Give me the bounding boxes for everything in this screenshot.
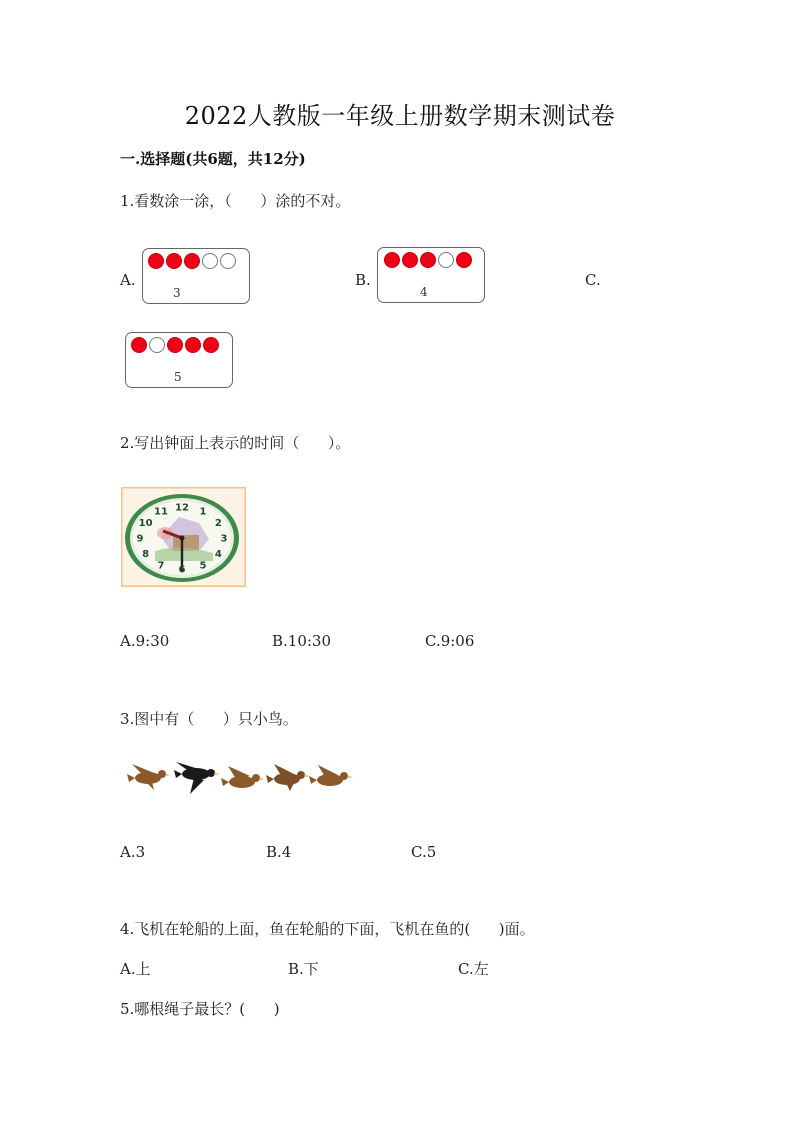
q1-option-c-dotbox [125,332,233,388]
q1-option-b-label[interactable]: B. [355,271,371,289]
clock-numeral: 8 [142,549,150,560]
clock-numeral: 10 [138,518,153,529]
clock-numeral: 7 [157,560,165,572]
bird-icon [174,762,220,794]
clock-numeral: 1 [199,506,207,518]
bird-icon [221,766,265,788]
clock-numeral: 4 [214,549,222,560]
q1-option-c-dots [131,337,221,353]
white-dot [202,253,218,269]
q1-option-c-label[interactable]: C. [585,271,601,289]
birds-image [124,760,359,796]
clock-numeral: 11 [154,506,168,518]
bird-icon [309,765,353,786]
red-dot [203,337,219,353]
clock-numeral: 2 [214,518,222,529]
q1-option-b-dots [384,252,474,268]
clock-image [121,487,246,587]
clock-numeral: 6 [178,564,186,576]
q1-option-a-dotbox [142,248,250,304]
red-dot [384,252,400,268]
clock-illustration [121,487,246,587]
q1-option-c-number: 5 [174,370,182,384]
red-dot [184,253,200,269]
q1-option-b-number: 4 [420,285,428,299]
q1-option-a-number: 3 [173,286,181,300]
question-4-text: 4.飞机在轮船的上面，鱼在轮船的下面，飞机在鱼的( )面。 [120,920,535,938]
clock-numeral: 3 [220,533,228,545]
q4-option-a[interactable]: A.上 [120,960,151,978]
q4-option-c[interactable]: C.左 [458,960,489,978]
white-dot [220,253,236,269]
red-dot [185,337,201,353]
white-dot [438,252,454,268]
red-dot [166,253,182,269]
q3-option-a[interactable]: A.3 [120,843,146,861]
red-dot [131,337,147,353]
red-dot [420,252,436,268]
q4-option-b[interactable]: B.下 [288,960,319,978]
q2-option-a[interactable]: A.9:30 [120,632,170,650]
bird-icon [127,764,170,790]
red-dot [456,252,472,268]
q1-option-a-dots [148,253,238,269]
red-dot [167,337,183,353]
question-2-text: 2.写出钟面上表示的时间（ ）。 [120,434,351,452]
clock-numeral: 5 [199,560,207,572]
q1-option-b-dotbox [377,247,485,303]
question-1-text: 1.看数涂一涂，（ ）涂的不对。 [120,192,351,210]
clock-numeral: 12 [175,502,189,514]
question-5-text: 5.哪根绳子最长？( ) [120,1000,280,1018]
clock-numeral: 9 [136,533,144,545]
q2-option-b[interactable]: B.10:30 [272,632,332,650]
section-heading: 一.选择题(共6题，共12分) [120,150,306,168]
question-3-text: 3.图中有（ ）只小鸟。 [120,710,298,728]
page-title: 2022人教版一年级上册数学期末测试卷 [184,102,616,130]
q3-option-b[interactable]: B.4 [266,843,292,861]
q1-option-a-label[interactable]: A. [120,271,136,289]
q2-option-c[interactable]: C.9:06 [425,632,475,650]
bird-icon [266,764,310,791]
birds-illustration [124,760,359,796]
white-dot [149,337,165,353]
q3-option-c[interactable]: C.5 [411,843,437,861]
red-dot [148,253,164,269]
red-dot [402,252,418,268]
